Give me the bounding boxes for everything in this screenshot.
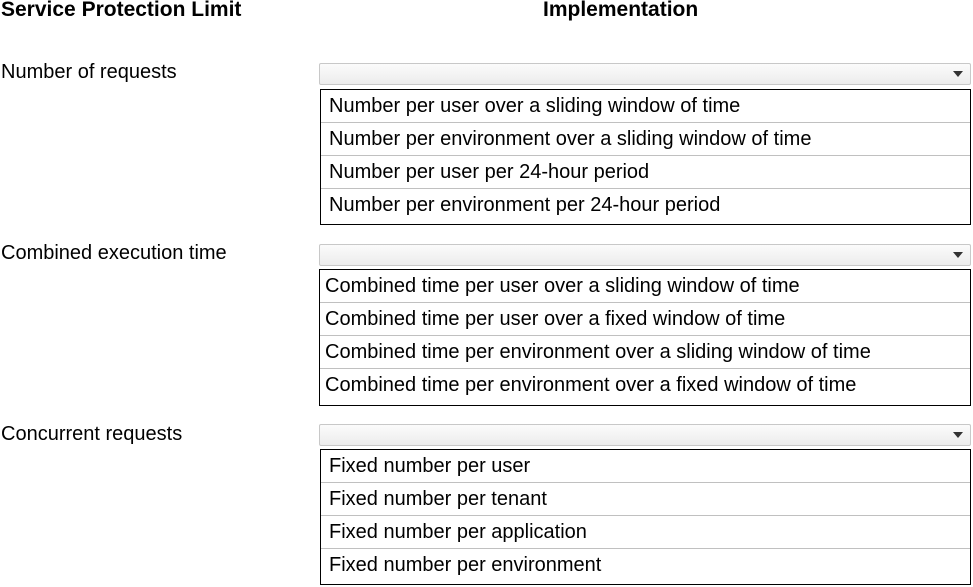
option-fixed-per-user[interactable]: Fixed number per user <box>321 450 970 483</box>
concurrent-requests-dropdown[interactable] <box>319 424 971 446</box>
row-label-concurrent-requests: Concurrent requests <box>1 423 183 445</box>
combined-execution-time-options <box>319 269 971 406</box>
column-header-service-protection-limit: Service Protection Limit <box>1 0 242 21</box>
option-number-per-environment-sliding[interactable]: Number per environment over a sliding window of time <box>321 123 970 156</box>
option-number-per-user-24h[interactable]: Number per user per 24-hour period <box>321 156 970 189</box>
option-fixed-per-tenant[interactable]: Fixed number per tenant <box>321 483 970 516</box>
option-combined-user-sliding[interactable]: Combined time per user over a sliding window of time <box>320 270 970 303</box>
option-fixed-per-application[interactable]: Fixed number per application <box>321 516 970 549</box>
concurrent-requests-options <box>320 449 971 585</box>
option-number-per-user-sliding[interactable]: Number per user over a sliding window of time <box>321 90 970 123</box>
chevron-down-icon[interactable] <box>946 64 970 84</box>
row-label-number-of-requests: Number of requests <box>1 61 177 83</box>
option-combined-user-fixed[interactable]: Combined time per user over a fixed window of time <box>320 303 970 336</box>
option-combined-environment-sliding[interactable]: Combined time per environment over a sliding window of time <box>320 336 970 369</box>
option-fixed-per-environment[interactable]: Fixed number per environment <box>329 554 602 576</box>
chevron-down-icon[interactable] <box>946 425 970 445</box>
combined-execution-time-dropdown[interactable] <box>319 244 971 266</box>
chevron-down-icon[interactable] <box>946 245 970 265</box>
number-of-requests-options <box>320 89 971 225</box>
row-label-combined-execution-time: Combined execution time <box>1 242 227 264</box>
column-header-implementation: Implementation <box>543 0 699 21</box>
option-combined-environment-fixed[interactable]: Combined time per environment over a fixed window of time <box>325 374 857 396</box>
number-of-requests-dropdown[interactable] <box>319 63 971 85</box>
option-number-per-environment-24h[interactable]: Number per environment per 24-hour period <box>329 194 721 216</box>
